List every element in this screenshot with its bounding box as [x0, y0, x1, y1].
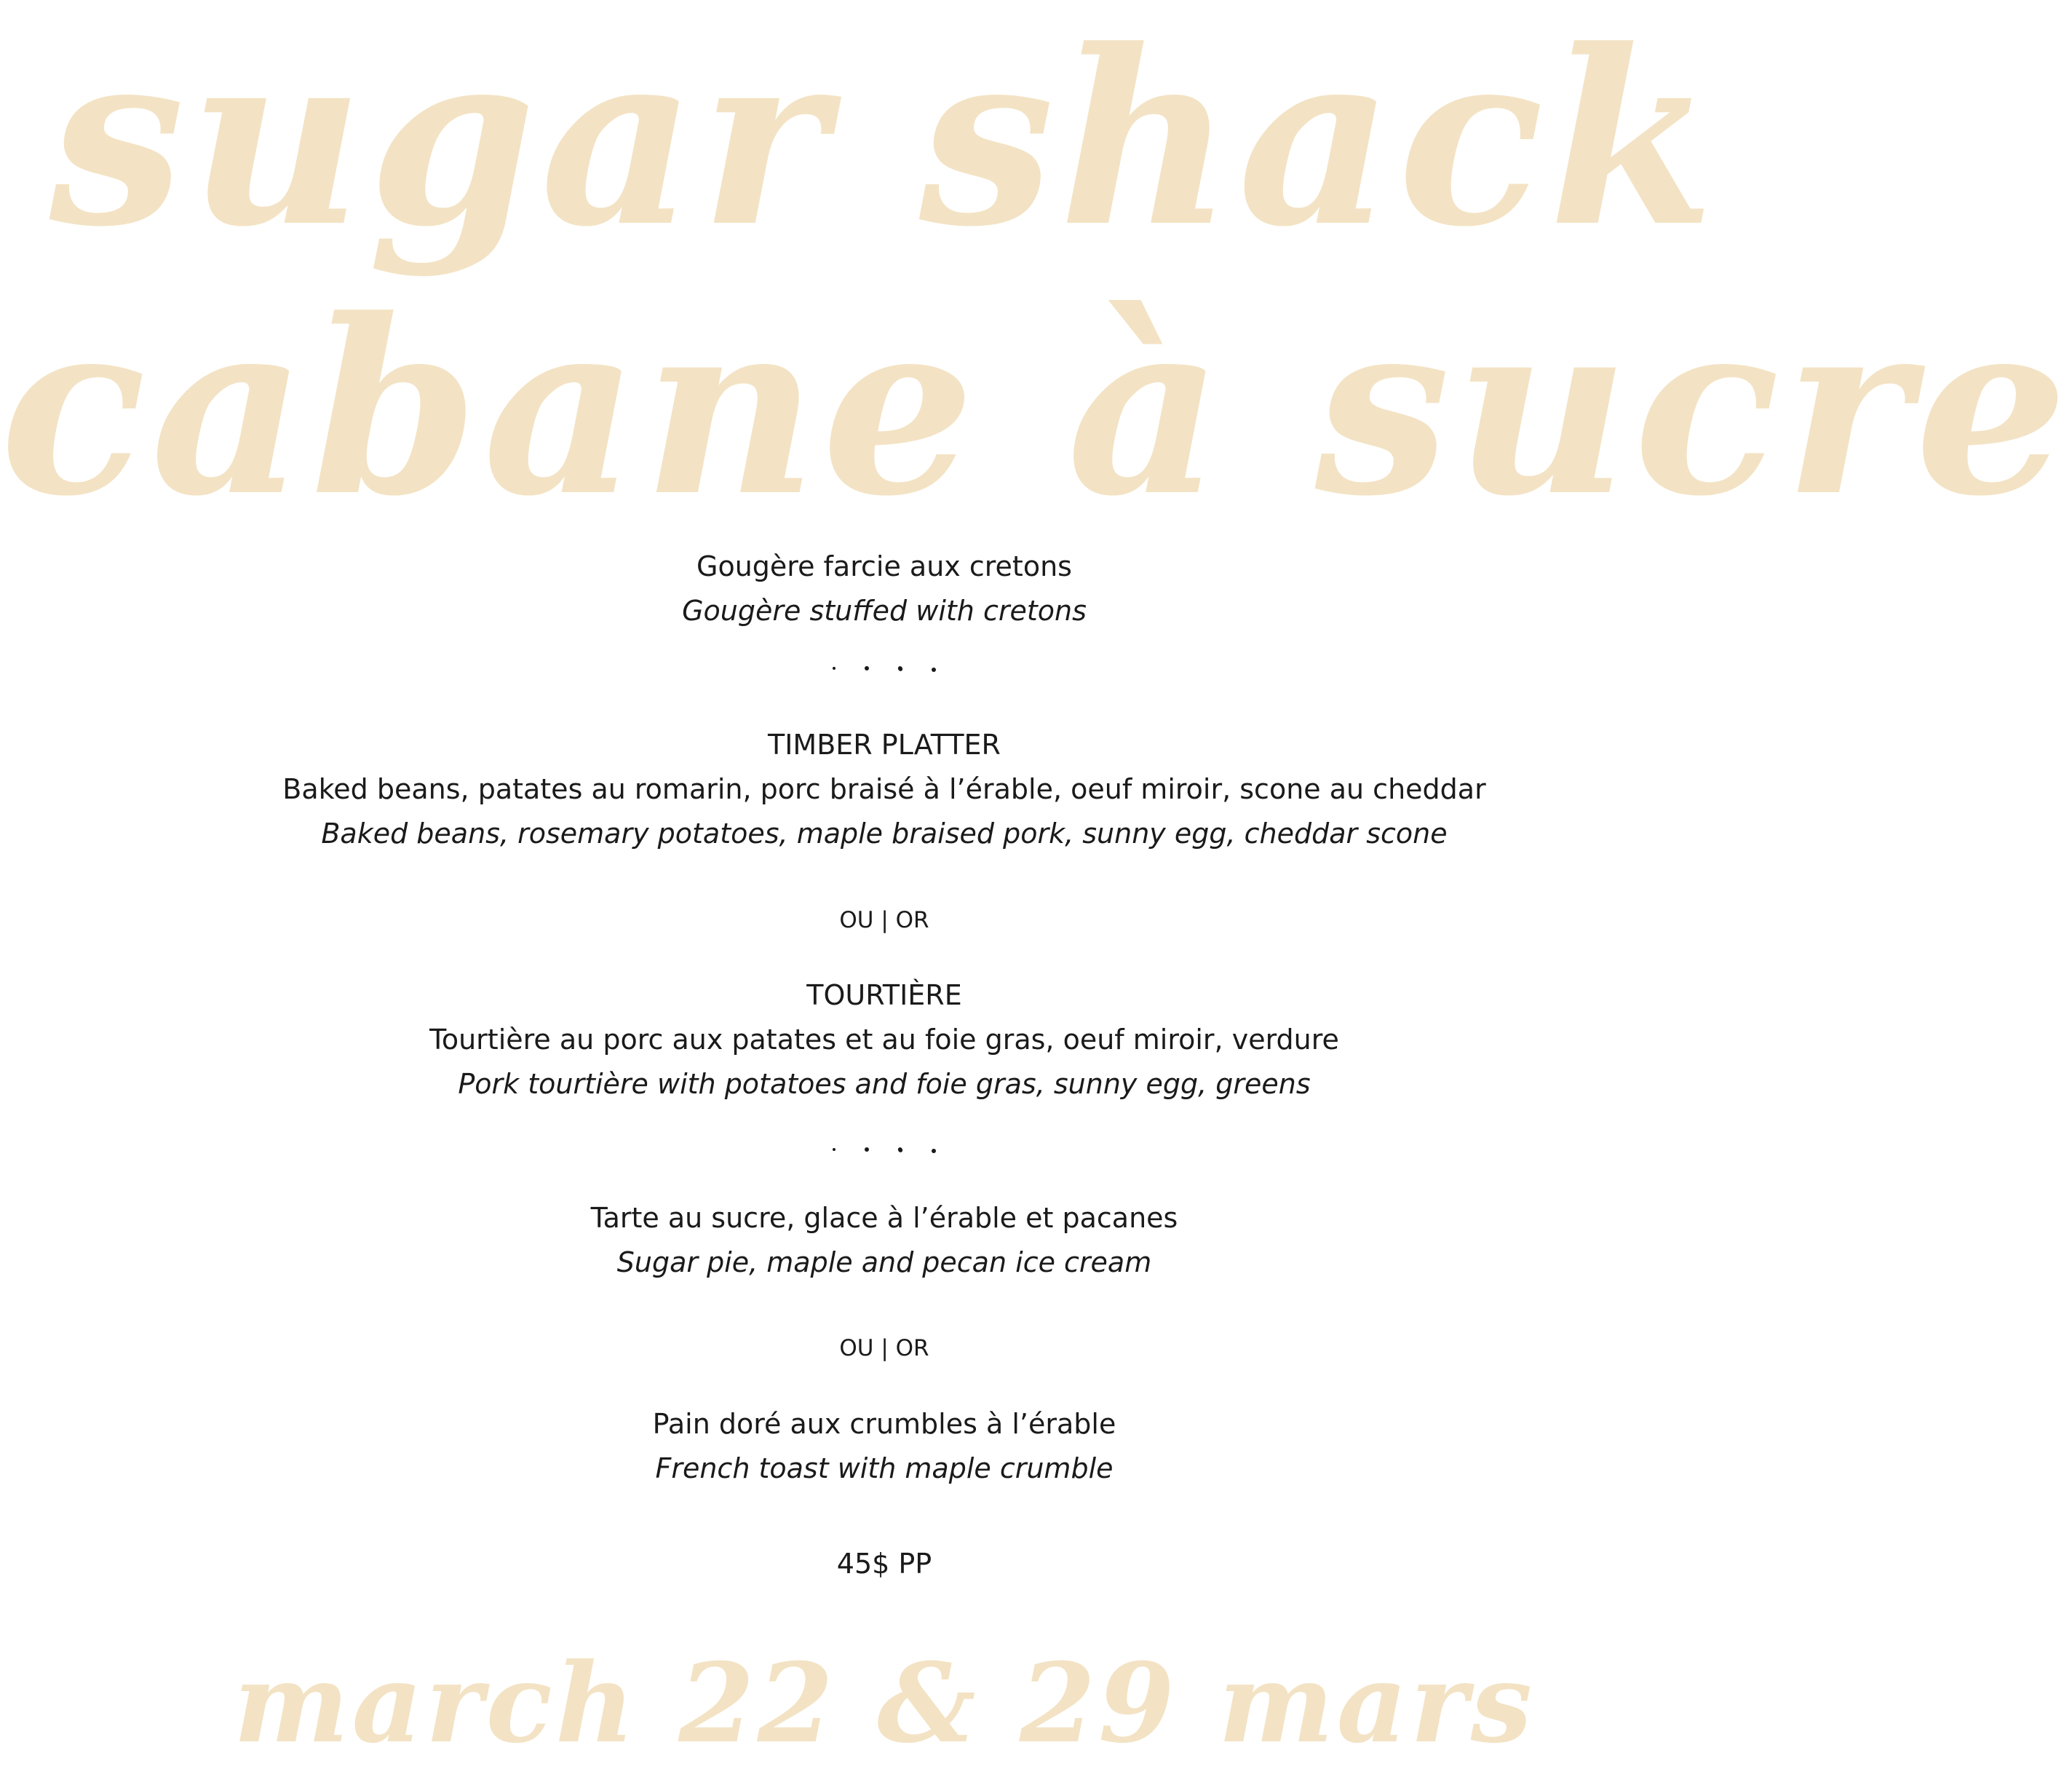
or-separator-1: OU | OR: [839, 907, 929, 933]
or-separator-2: OU | OR: [839, 1335, 929, 1361]
main-1-en: Baked beans, rosemary potatoes, maple braised pork, sunny egg, cheddar scone: [321, 818, 1448, 850]
dessert-2-en: French toast with maple crumble: [655, 1452, 1114, 1484]
divider-dot: [932, 1149, 936, 1153]
divider-dot: [833, 667, 835, 670]
price: 45$ PP: [836, 1548, 932, 1580]
divider-dot: [865, 1147, 869, 1152]
divider-dot: [932, 668, 936, 672]
divider-dot: [897, 1147, 904, 1153]
title-sugar-shack: sugar shack: [49, 0, 1720, 280]
main-1-title: TIMBER PLATTER: [768, 729, 1001, 761]
starter-fr: Gougère farcie aux cretons: [696, 550, 1072, 582]
section-divider-2: [0, 1147, 1769, 1153]
divider-dot: [897, 665, 904, 672]
dessert-1-en: Sugar pie, maple and pecan ice cream: [616, 1246, 1152, 1278]
starter-en: Gougère stuffed with cretons: [682, 595, 1087, 627]
main-1-fr: Baked beans, patates au romarin, porc braisé à l’érable, oeuf miroir, scone au cheddar: [282, 773, 1486, 805]
dessert-2-fr: Pain doré aux crumbles à l’érable: [652, 1408, 1116, 1440]
main-2-en: Pork tourtière with potatoes and foie gras, sunny egg, greens: [458, 1068, 1311, 1100]
divider-dot: [865, 666, 869, 670]
main-2-fr: Tourtière au porc aux patates et au foie gras, oeuf miroir, verdure: [429, 1024, 1339, 1056]
divider-dot: [833, 1148, 835, 1151]
main-2-title: TOURTIÈRE: [806, 979, 962, 1011]
dessert-1-fr: Tarte au sucre, glace à l’érable et pacanes: [590, 1202, 1178, 1234]
event-dates: march 22 & 29 mars: [233, 1639, 1536, 1768]
section-divider-1: [0, 666, 1769, 672]
title-cabane-a-sucre: cabane à sucre: [0, 266, 2072, 549]
